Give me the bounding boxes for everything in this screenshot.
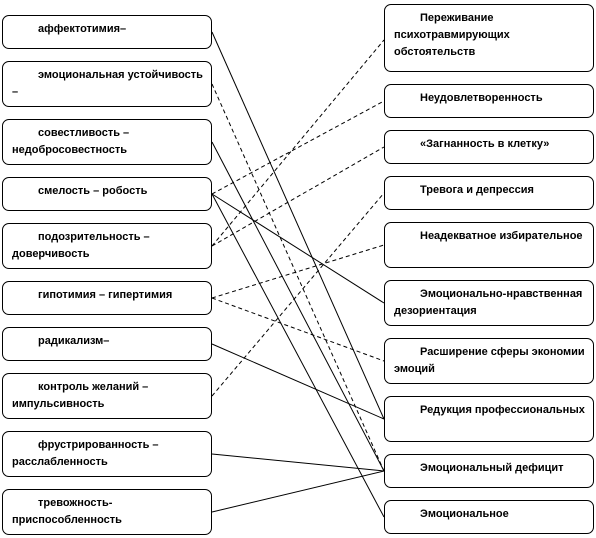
left-box-affectothymia [2,15,212,49]
left-box-label: совестливость – недобросовестность [12,127,130,156]
right-box-emotional-deficit [384,454,594,488]
right-box-emotional [384,500,594,534]
right-box-inadequate-selective [384,222,594,268]
left-box-label: смелость – робость [38,185,148,197]
connector-line [212,32,384,419]
connector-line [212,84,384,471]
right-box-emotion-economy [384,338,594,384]
right-box-label: Эмоционально-нравственная дезориентация [394,288,583,317]
right-box-label: Тревога и депрессия [420,184,534,196]
left-box-label: подозрительность – доверчивость [12,231,150,260]
right-box-label: Эмоциональное [420,508,509,520]
right-box-label: Эмоциональный дефицит [420,462,564,474]
right-box-label: «Загнанность в клетку» [420,138,550,150]
left-box-emotional-stability [2,61,212,107]
left-box-frustration [2,431,212,477]
left-box-label: аффектотимия– [38,23,127,35]
right-box-label: Переживание психотравмирующих обстоятельств [394,12,510,58]
right-box-label: Расширение сферы экономии эмоций [394,346,585,375]
left-box-label: контроль желаний – импульсивность [12,381,149,410]
left-box-hypothymia [2,281,212,315]
connector-line [212,194,384,303]
connector-line [212,454,384,471]
left-box-courage [2,177,212,211]
right-box-cornered [384,130,594,164]
connector-line [212,471,384,512]
left-box-label: радикализм– [38,335,110,347]
connector-line [212,101,384,194]
left-box-label: эмоциональная устойчивость – [12,69,203,98]
left-box-radicalism [2,327,212,361]
right-box-anxiety-depression [384,176,594,210]
connector-line [212,193,384,396]
right-box-moral-disorientation [384,280,594,326]
left-box-conscientiousness [2,119,212,165]
left-box-impulse-control [2,373,212,419]
left-box-suspiciousness [2,223,212,269]
connector-line [212,147,384,246]
left-box-anxiety [2,489,212,535]
right-box-label: Редукция профессиональных [420,404,585,416]
connector-line [212,245,384,298]
left-box-label: тревожность-приспособленность [12,497,122,526]
right-box-professional-reduction [384,396,594,442]
right-box-label: Неудовлетворенность [420,92,543,104]
left-box-label: гипотимия – гипертимия [38,289,173,301]
left-box-label: фрустрированность – расслабленность [12,439,159,468]
right-box-label: Неадекватное избирательное [420,230,583,242]
right-box-traumatic-circumstances [384,4,594,72]
right-box-dissatisfaction [384,84,594,118]
connector-line [212,142,384,471]
